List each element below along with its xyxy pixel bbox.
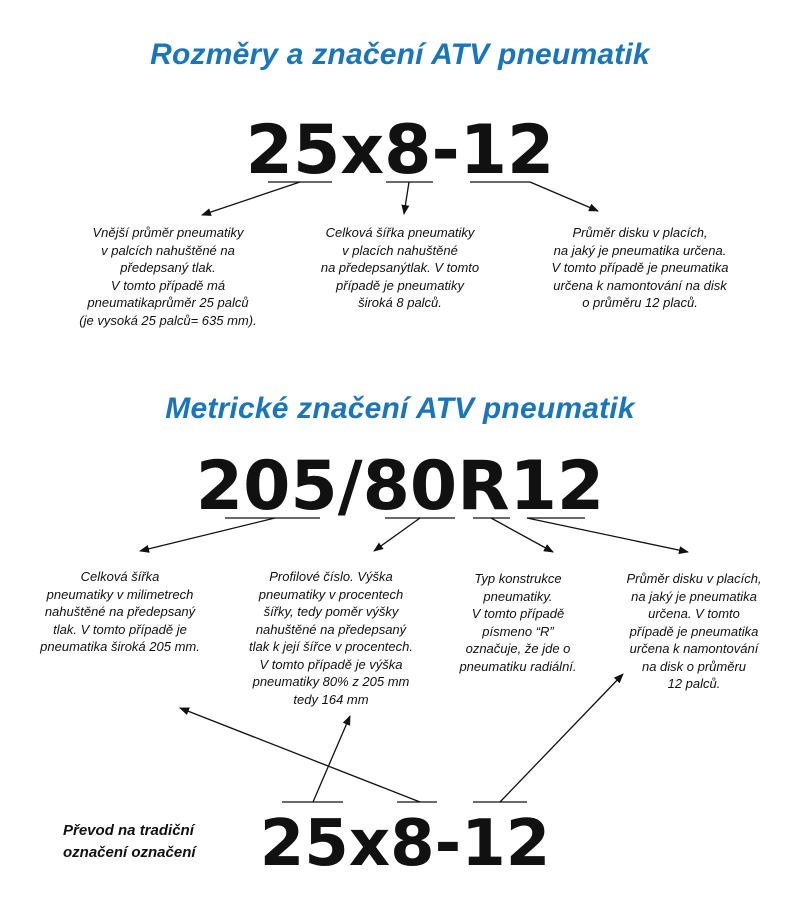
arrow-construction <box>491 518 553 552</box>
section1-desc-outer-diameter: Vnější průměr pneumatiky v palcích nahuštěné na předepsaný tlak. V tomto případě má pneumatikaprůměr 25 palců (je vysoká 25 palců= 635 mm). <box>79 225 257 328</box>
arrow-conv-width <box>180 708 420 802</box>
section2-desc-width-mm: Celková šířka pneumatiky v milimetrech nahuštěné na předepsaný tlak. V tomto případě je pneumatika široká 205 mm. <box>40 569 200 654</box>
section2-desc-profile: Profilové číslo. Výška pneumatiky v procentech šířky, tedy poměr výšky nahuštěné na předepsaný tlak k její šířce v procentech. V tomto případě je výška pneumatiky 80% z 205 mm tedy 164 mm <box>248 569 413 707</box>
section2-tire-code: 205/80R12 <box>195 447 605 526</box>
section2-desc-construction: Typ konstrukce pneumatiky. V tomto případě písmeno “R” označuje, že jde o pneumatiku radiální. <box>459 571 577 674</box>
arrow-rim-metric <box>527 518 688 552</box>
arrow-conv-diameter <box>313 716 350 802</box>
conversion-tire-code: 25x8-12 <box>259 807 551 881</box>
arrow-outer-diameter <box>202 182 300 215</box>
section2-desc-rim-diameter: Průměr disku v placích, na jaký je pneumatika určena. V tomto případě je pneumatika určena k namontování na disk o průměru 12 palců. <box>626 571 762 691</box>
arrow-width <box>404 182 409 214</box>
arrow-profile <box>374 518 420 551</box>
section1-desc-rim-diameter: Průměr disku v placích, na jaký je pneumatika určena. V tomto případě je pneumatika určena k namontování na disk o průměru 12 placů. <box>551 225 729 310</box>
conversion-label: Převod na tradiční označení označení <box>63 822 196 861</box>
arrow-conv-rim <box>500 674 623 802</box>
arrow-rim-diameter <box>530 182 598 211</box>
section1-title: Rozměry a značení ATV pneumatik <box>150 38 650 71</box>
section1-desc-width: Celková šířka pneumatiky v placích nahuštěné na předepsanýtlak. V tomto případě je pneumatiky široká 8 palců. <box>320 225 480 310</box>
arrow-width-mm <box>140 518 275 551</box>
section1-tire-code: 25x8-12 <box>245 111 555 190</box>
section2-title: Metrické značení ATV pneumatik <box>165 392 635 425</box>
